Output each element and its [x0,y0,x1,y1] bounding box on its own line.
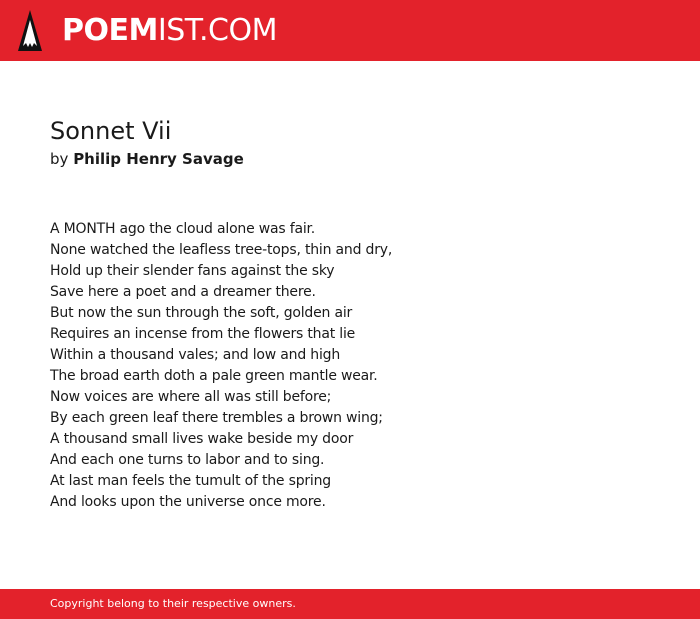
poem-line: And looks upon the universe once more. [50,494,326,510]
poem-line: But now the sun through the soft, golden air [50,305,353,321]
logo-text-light: IST.COM [157,13,277,48]
site-logo[interactable] [62,13,277,49]
poem-line: Hold up their slender fans against the sky [50,263,335,279]
poem-line: And each one turns to labor and to sing. [50,452,325,468]
poem-line: Requires an incense from the flowers that lie [50,326,356,342]
poem-line: By each green leaf there trembles a brown wing; [50,410,383,426]
byline [50,148,244,170]
by-label: by [50,150,69,168]
poem-line: The broad earth doth a pale green mantle wear. [50,368,378,384]
pen-nib-icon [18,10,42,51]
poem-line: Save here a poet and a dreamer there. [50,284,316,300]
poem-line: Within a thousand vales; and low and high [50,347,340,363]
author-name: Philip Henry Savage [73,150,244,168]
logo-text-bold: POEM [62,13,158,48]
copyright-text: Copyright belong to their respective owners. [50,597,296,610]
poem-title: Sonnet Vii [50,117,172,145]
poem-line: Now voices are where all was still before; [50,389,332,405]
poem-line: At last man feels the tumult of the spring [50,473,331,489]
poem-line: A MONTH ago the cloud alone was fair. [50,221,316,237]
poem-line: A thousand small lives wake beside my door [50,431,354,447]
poem-line: None watched the leafless tree-tops, thin and dry, [50,242,393,258]
site-footer [0,589,700,619]
site-header [0,0,700,61]
poem-body [50,219,392,513]
